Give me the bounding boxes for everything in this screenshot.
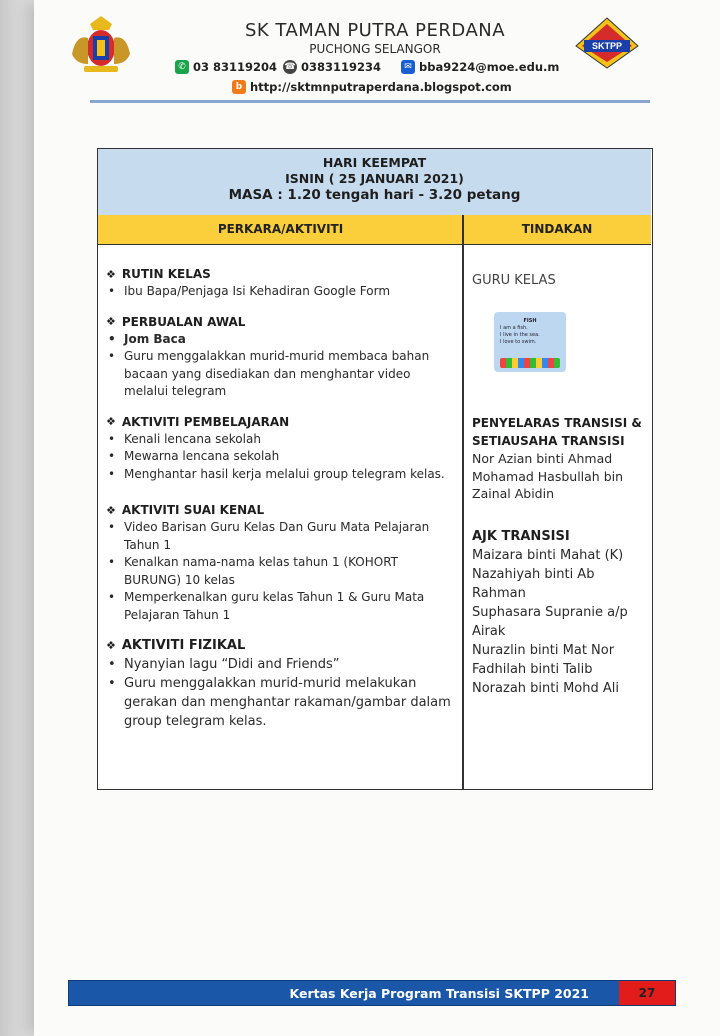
list-item: • Kenalkan nama-nama kelas tahun 1 (KOHORT BURUNG) 10 kelas [108,555,399,587]
time-title: MASA : 1.20 tengah hari - 3.20 petang [228,187,521,203]
logo-text: SKTPP [591,41,623,51]
email-address: bba9224@moe.edu.m [419,60,560,74]
coat-of-arms-icon [62,14,140,78]
diamond-bullet-icon: ❖ [106,415,116,428]
diamond-bullet-icon: ❖ [106,315,116,328]
ajk-member: Maizara binti Mahat (K) [472,547,624,563]
ajk-member: Fadhilah binti Talib [472,661,593,677]
section-heading: ❖ RUTIN KELAS [106,267,211,281]
column-header-action: TINDAKAN [463,215,651,245]
school-name: SK TAMAN PUTRA PERDANA [244,20,506,41]
list-item: • Jom Baca [108,331,186,346]
blog-icon: b [232,80,246,94]
section-heading: ❖ AKTIVITI PEMBELAJARAN [106,414,290,429]
list-item: • Guru menggalakkan murid-murid membaca bahan bacaan yang disediakan dan menghantar video melalui telegram [108,349,430,398]
ajk-member: Nurazlin binti Mat Nor [472,642,615,658]
section-heading: ❖ AKTIVITI SUAI KENAL [106,503,265,517]
page-edge-shadow [0,0,34,1036]
page-number: 27 [619,981,675,1005]
email-icon: ✉ [401,60,415,74]
footer-title: Kertas Kerja Program Transisi SKTPP 2021 [289,986,589,1001]
list-item: • Ibu Bapa/Penjaga Isi Kehadiran Google Form [108,284,391,298]
phone-contact [175,60,277,74]
list-item: • Video Barisan Guru Kelas Dan Guru Mata Pelajaran Tahun 1 [108,520,430,552]
list-item: • Menghantar hasil kerja melalui group telegram kelas. [108,466,445,481]
ajk-member: Suphasara Supranie a/p Airak [472,604,628,639]
list-item: • Guru menggalakkan murid-murid melakukan gerakan dan menghantar rakaman/gambar dalam group telegram kelas. [108,676,451,729]
list-item: • Kenali lencana sekolah [108,431,261,446]
phone-icon: ✆ [175,60,189,74]
fax-contact [283,60,381,74]
poster-line: I love to swim. [500,339,537,345]
diamond-bullet-icon: ❖ [106,503,116,517]
ajk-heading: AJK TRANSISI [472,528,570,544]
poster-line: I live in the sea. [500,332,540,338]
coordinator-name: Mohamad Hasbullah bin Zainal Abidin [472,468,624,501]
list-item: • Mewarna lencana sekolah [108,449,280,463]
table-title [98,149,651,216]
list-item: • Nyanyian lagu “Didi and Friends” [108,657,340,672]
ajk-member: Norazah binti Mohd Ali [472,680,620,696]
page-footer [68,980,676,1006]
poster-title: FISH [523,318,537,324]
school-logo-icon [574,16,640,70]
fax-number: 0383119234 [301,60,382,74]
activity-column [106,267,458,731]
flower-border [500,358,560,368]
blog-contact [232,80,512,94]
section-heading: ❖ AKTIVITI FIZIKAL [106,638,246,653]
coordinator-heading: PENYELARAS TRANSISI & SETIAUSAHA TRANSISI [472,416,642,448]
schedule-table [97,148,653,790]
fish-poster-image [494,312,566,372]
coordinator-name: Nor Azian binti Ahmad [472,451,613,466]
phone-number: 03 83119204 [193,60,278,74]
school-location: PUCHONG SELANGOR [309,42,441,56]
header-divider [90,100,650,103]
diamond-bullet-icon: ❖ [106,639,116,652]
guru-kelas-label: GURU KELAS [472,273,556,288]
date-title: ISNIN ( 25 JANUARI 2021) [285,171,464,186]
column-header-activity: PERKARA/AKTIVITI [98,215,463,245]
column-divider [462,215,464,789]
diamond-bullet-icon: ❖ [106,267,116,281]
list-item: • Memperkenalkan guru kelas Tahun 1 & Guru Mata Pelajaran Tahun 1 [108,590,425,622]
blog-url: http://sktmnputraperdana.blogspot.com [250,80,512,94]
ajk-member: Nazahiyah binti Ab Rahman [472,566,595,601]
poster-line: I am a fish. [500,325,528,331]
day-title: HARI KEEMPAT [322,155,427,170]
action-column [472,267,648,698]
fax-icon: ☎ [284,62,296,72]
section-heading: ❖ PERBUALAN AWAL [106,314,246,329]
email-contact [401,60,559,74]
